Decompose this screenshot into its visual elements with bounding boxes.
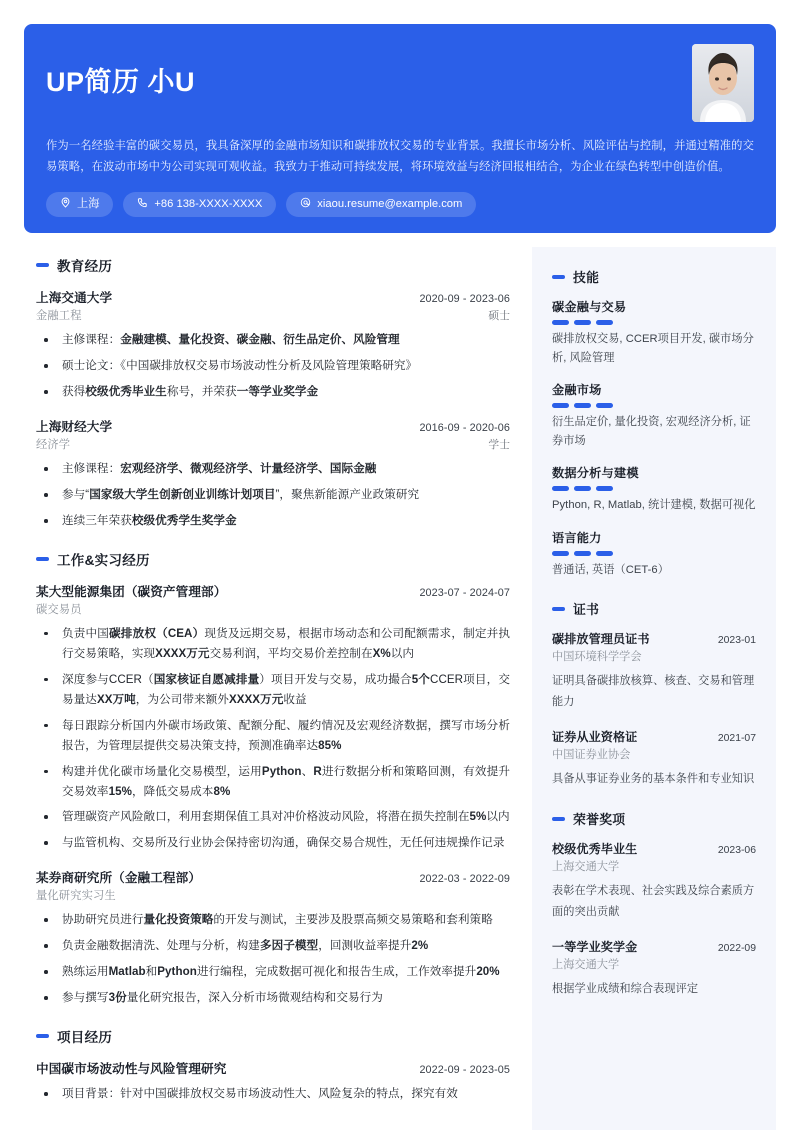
contact-phone-text: +86 138-XXXX-XXXX xyxy=(154,198,263,211)
education-degree: 硕士 xyxy=(488,310,510,323)
award-header xyxy=(552,938,756,955)
skill-description: Python, R, Matlab, 统计建模, 数据可视化 xyxy=(552,499,756,512)
certificate-issuer: 中国环境科学学会 xyxy=(552,651,642,664)
education-bullets xyxy=(36,330,510,402)
work-role: 碳交易员 xyxy=(36,603,82,616)
contact-location-text: 上海 xyxy=(77,198,100,211)
section-projects xyxy=(36,1026,510,1104)
education-entry-header xyxy=(36,416,510,435)
work-role: 量化研究实习生 xyxy=(36,890,116,903)
location-pin-icon xyxy=(60,197,71,213)
education-entry-subrow xyxy=(36,306,510,323)
skill-description: 衍生品定价, 量化投资, 宏观经济分析, 证券市场 xyxy=(552,416,751,447)
certificate-issuer: 中国证券业协会 xyxy=(552,748,631,761)
main-column xyxy=(24,247,532,1130)
work-company: 某大型能源集团（碳资产管理部） xyxy=(36,584,227,599)
section-awards-header xyxy=(552,809,756,828)
section-dash-icon xyxy=(552,607,565,611)
education-major: 金融工程 xyxy=(36,310,82,323)
list-item: 参与撰写3份量化研究报告，深入分析市场微观结构和交易行为 xyxy=(36,988,510,1008)
certificate-header xyxy=(552,728,756,745)
award-issuer: 上海交通大学 xyxy=(552,958,620,971)
award-item xyxy=(552,938,756,1000)
section-dash-icon xyxy=(552,817,565,821)
certificate-title: 碳排放管理员证书 xyxy=(552,632,650,647)
skill-name: 金融市场 xyxy=(552,383,602,398)
contact-phone[interactable] xyxy=(123,192,276,218)
work-date: 2022-03 - 2022-09 xyxy=(419,873,510,886)
education-degree: 学士 xyxy=(488,439,510,452)
certificate-header xyxy=(552,630,756,647)
award-item xyxy=(552,840,756,922)
award-date: 2022-09 xyxy=(717,942,756,954)
award-title: 校级优秀毕业生 xyxy=(552,842,638,857)
section-dash-icon xyxy=(552,275,565,279)
list-item: 主修课程：金融建模、量化投资、碳金融、衍生品定价、风险管理 xyxy=(36,330,510,350)
list-item: 连续三年荣获校级优秀学生奖学金 xyxy=(36,511,510,531)
skill-level-bars xyxy=(552,551,756,556)
certificate-title: 证券从业资格证 xyxy=(552,729,638,744)
page-title: UP简历 小U xyxy=(46,67,196,98)
email-at-icon xyxy=(300,197,311,213)
section-awards-title: 荣誉奖项 xyxy=(573,812,626,828)
list-item: 参与“国家级大学生创新创业训练计划项目”，聚焦新能源产业政策研究 xyxy=(36,485,510,505)
section-certificates xyxy=(552,599,756,789)
name-block xyxy=(46,44,195,122)
certificate-item xyxy=(552,630,756,712)
avatar xyxy=(692,44,754,122)
list-item: 获得校级优秀毕业生称号，并荣获一等学业奖学金 xyxy=(36,382,510,402)
work-entry xyxy=(36,581,510,853)
award-issuer: 上海交通大学 xyxy=(552,861,620,874)
list-item: 熟练运用Matlab和Python进行编程，完成数据可视化和报告生成，工作效率提升20% xyxy=(36,962,510,982)
header-top-row xyxy=(46,44,754,122)
certificate-date: 2021-07 xyxy=(717,732,756,744)
section-dash-icon xyxy=(36,263,49,267)
project-entry-header xyxy=(36,1058,510,1077)
skill-item xyxy=(552,298,756,367)
work-bullets xyxy=(36,624,510,853)
list-item: 构建并优化碳市场量化交易模型，运用Python、R进行数据分析和策略回测，有效提升交易效率15%，降低交易成本8% xyxy=(36,762,510,802)
education-school: 上海交通大学 xyxy=(36,291,113,306)
skill-level-bars xyxy=(552,320,756,325)
section-projects-header xyxy=(36,1026,510,1046)
section-projects-title: 项目经历 xyxy=(57,1030,113,1046)
list-item: 负责金融数据清洗、处理与分析，构建多因子模型，回测收益率提升2% xyxy=(36,936,510,956)
work-entry-header xyxy=(36,867,510,886)
section-skills-title: 技能 xyxy=(573,270,600,286)
education-date: 2020-09 - 2023-06 xyxy=(419,293,510,306)
project-date: 2022-09 - 2023-05 xyxy=(419,1064,510,1077)
resume-body xyxy=(24,247,776,1130)
award-header xyxy=(552,840,756,857)
contact-email-text: xiaou.resume@example.com xyxy=(317,198,463,211)
list-item: 每日跟踪分析国内外碳市场政策、配额分配、履约情况及宏观经济数据，撰写市场分析报告，为管理层提供交易决策支持，预测准确率达85% xyxy=(36,716,510,756)
section-awards xyxy=(552,809,756,999)
section-education-title: 教育经历 xyxy=(57,259,113,275)
award-description: 表彰在学术表现、社会实践及综合素质方面的突出贡献 xyxy=(552,885,755,919)
section-skills-header xyxy=(552,267,756,286)
skill-level-bars xyxy=(552,486,756,491)
list-item: 硕士论文：《中国碳排放权交易市场波动性分析及风险管理策略研究》 xyxy=(36,356,510,376)
section-dash-icon xyxy=(36,557,49,561)
certificate-date: 2023-01 xyxy=(717,635,756,647)
project-entry xyxy=(36,1058,510,1104)
skill-level-bars xyxy=(552,403,756,408)
project-bullets xyxy=(36,1084,510,1104)
list-item: 管理碳资产风险敞口，利用套期保值工具对冲价格波动风险，将潜在损失控制在5%以内 xyxy=(36,807,510,827)
skill-item xyxy=(552,529,756,579)
section-work xyxy=(36,549,510,1008)
list-item: 与监管机构、交易所及行业协会保持密切沟通，确保交易合规性，无任何违规操作记录 xyxy=(36,833,510,853)
contact-location[interactable] xyxy=(46,192,113,218)
section-skills xyxy=(552,267,756,579)
section-certificates-header xyxy=(552,599,756,618)
work-bullets xyxy=(36,910,510,1008)
section-certificates-title: 证书 xyxy=(573,602,600,618)
list-item: 协助研究员进行量化投资策略的开发与测试，主要涉及股票高频交易策略和套利策略 xyxy=(36,910,510,930)
section-dash-icon xyxy=(36,1034,49,1038)
project-name: 中国碳市场波动性与风险管理研究 xyxy=(36,1062,227,1077)
contact-email[interactable] xyxy=(286,192,476,218)
certificate-item xyxy=(552,728,756,790)
education-major: 经济学 xyxy=(36,439,71,452)
skill-description: 普通话, 英语（CET-6） xyxy=(552,563,669,576)
work-company: 某券商研究所（金融工程部） xyxy=(36,871,202,886)
section-work-title: 工作&实习经历 xyxy=(57,552,150,568)
certificate-description: 证明具备碳排放核算、核查、交易和管理能力 xyxy=(552,675,755,708)
list-item: 负责中国碳排放权（CEA）现货及远期交易，根据市场动态和公司配额需求，制定并执行交易策略，实现XXXX万元交易利润，平均交易价差控制在X%以内 xyxy=(36,624,510,664)
education-entry-header xyxy=(36,287,510,306)
skill-name: 碳金融与交易 xyxy=(552,300,627,315)
work-date: 2023-07 - 2024-07 xyxy=(419,586,510,599)
skill-item xyxy=(552,464,756,514)
section-work-header xyxy=(36,549,510,569)
work-entry xyxy=(36,867,510,1008)
education-school: 上海财经大学 xyxy=(36,420,113,435)
education-date: 2016-09 - 2020-06 xyxy=(419,422,510,435)
list-item: 主修课程：宏观经济学、微观经济学、计量经济学、国际金融 xyxy=(36,459,510,479)
award-description: 根据学业成绩和综合表现评定 xyxy=(552,982,699,995)
profile-summary: 作为一名经验丰富的碳交易员，我具备深厚的金融市场知识和碳排放权交易的专业背景。我擅长市场分析、风险评估与控制，并通过精准的交易策略，在波动市场中为公司实现可观收益。我致力于推动可持续发展，将环境效益与经济回报相结合，为企业在绿色转型中创造价值。 xyxy=(46,140,754,173)
work-entry-header xyxy=(36,581,510,600)
list-item: 项目背景：针对中国碳排放权交易市场波动性大、风险复杂的特点，探究有效 xyxy=(36,1084,510,1104)
list-item: 深度参与CCER（国家核证自愿减排量）项目开发与交易，成功撮合5个CCER项目，交易量达XX万吨，为公司带来额外XXXX万元收益 xyxy=(36,670,510,710)
section-education-header xyxy=(36,255,510,275)
education-entry-subrow xyxy=(36,435,510,452)
skill-item xyxy=(552,381,756,450)
education-entry xyxy=(36,287,510,402)
skill-name: 数据分析与建模 xyxy=(552,466,639,481)
phone-icon xyxy=(137,197,148,213)
award-title: 一等学业奖学金 xyxy=(552,939,638,954)
skill-name: 语言能力 xyxy=(552,530,602,545)
skill-description: 碳排放权交易, CCER项目开发, 碳市场分析, 风险管理 xyxy=(552,333,754,364)
resume-header xyxy=(24,24,776,233)
certificate-description: 具备从事证券业务的基本条件和专业知识 xyxy=(552,772,755,785)
sidebar-column xyxy=(532,247,776,1130)
education-entry xyxy=(36,416,510,531)
education-bullets xyxy=(36,459,510,531)
award-date: 2023-06 xyxy=(717,845,756,857)
section-education xyxy=(36,255,510,531)
contact-list xyxy=(46,192,754,218)
